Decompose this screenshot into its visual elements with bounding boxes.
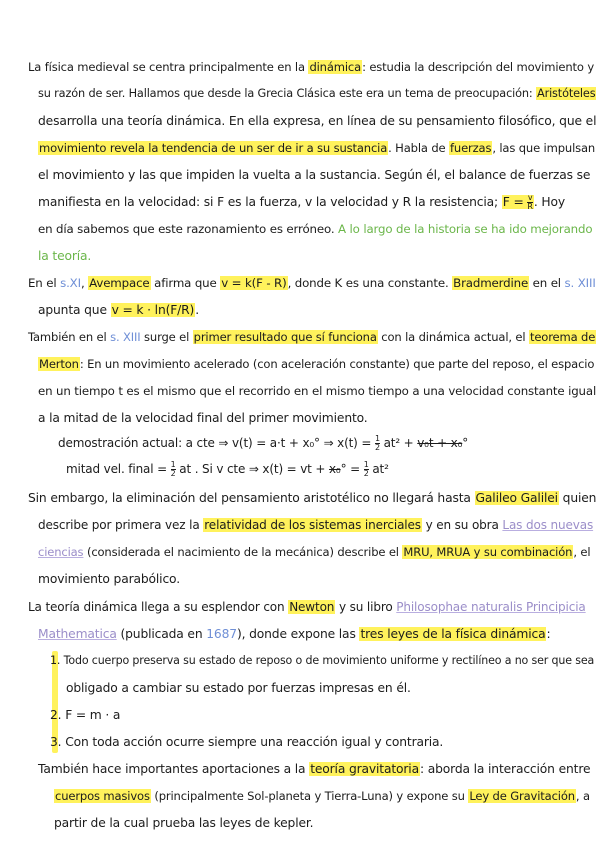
highlight-text: Newton [289, 600, 335, 614]
text: ° [462, 436, 469, 450]
text: y en su obra [421, 518, 503, 532]
text: , donde K es una constante. [287, 276, 453, 290]
highlight-text: Galileo Galilei [475, 491, 558, 505]
text: : [546, 627, 551, 641]
text-line [38, 301, 199, 319]
list-number: 2. [50, 708, 62, 722]
struck-text: x₀ [328, 462, 341, 476]
fraction [527, 194, 532, 211]
text-line [38, 247, 91, 265]
denominator: 2 [363, 469, 369, 478]
highlight-text: teorema de [529, 330, 596, 344]
text: at² + [379, 436, 418, 450]
text: obligado a cambiar su estado por fuerzas impresas en él. [66, 681, 411, 695]
list-item [50, 706, 120, 724]
highlight-text: v = k(F - R) [221, 276, 287, 290]
book-title: ciencias [38, 545, 84, 559]
text: Con toda acción ocurre siempre una reacción igual y contraria. [65, 735, 444, 749]
text-line [28, 489, 596, 507]
text-line [38, 193, 565, 211]
text-line [28, 598, 586, 616]
highlight-text: Bradmerdine [453, 276, 529, 290]
numerator: 1 [363, 460, 369, 469]
text: demostración actual: a cte ⇒ v(t) = a·t + [58, 436, 303, 450]
text: . [195, 303, 199, 317]
text-line [38, 139, 595, 157]
text: at² [368, 462, 389, 476]
text: (considerada el nacimiento de la mecánica) describe el [83, 545, 403, 559]
denominator: R [527, 202, 533, 211]
century-text: s. XIII [564, 276, 596, 290]
text-line [38, 112, 596, 130]
denominator: 2 [374, 443, 380, 452]
text-line [28, 58, 594, 76]
denominator: 2 [170, 469, 176, 478]
century-text: s. XIII [110, 330, 141, 344]
text: También en el [28, 330, 111, 344]
highlight-text: MRU, MRUA y su combinación [403, 545, 573, 559]
text: (publicada en [116, 627, 207, 641]
highlight-text: Ley de Gravitación [469, 789, 575, 803]
text-line [54, 787, 590, 805]
numerator: 1 [374, 434, 380, 443]
text: desarrolla una teoría dinámica. En ella expresa, en línea de su pensamiento filosófico, que el [38, 114, 597, 128]
text: : estudia la descripción del movimiento y [362, 60, 595, 74]
text: partir de la cual prueba las leyes de kepler. [54, 816, 314, 830]
text: y su libro [335, 600, 397, 614]
text: , [80, 276, 89, 290]
list-item [50, 652, 594, 670]
text: (principalmente Sol-planeta y Tierra-Luna) y expone su [150, 789, 469, 803]
text-line [38, 543, 590, 561]
text: ° = [340, 462, 364, 476]
text: . Habla de [388, 141, 449, 155]
text: : aborda la interacción entre [419, 762, 591, 776]
highlight-text: teoría gravitatoria [310, 762, 419, 776]
highlight-text: primer resultado que sí funciona [193, 330, 377, 344]
green-text: A lo largo de la historia se ha ido mejorando [338, 222, 593, 236]
text: afirma que [150, 276, 221, 290]
text: F = m · a [65, 708, 121, 722]
text: La física medieval se centra principalmente en la [28, 60, 309, 74]
text: x₀° [302, 436, 320, 450]
text: ), donde expone las [236, 627, 360, 641]
highlight-text: movimiento revela la tendencia de un ser de ir a su sustancia [39, 141, 388, 155]
text-line [28, 328, 596, 346]
text: manifiesta en la velocidad: si F es la fuerza, v la velocidad y R la resistencia; [38, 195, 502, 209]
highlight-text: fuerzas [449, 141, 492, 155]
list-number: 3. [50, 735, 62, 749]
formula-highlight [502, 195, 534, 209]
text: quien [558, 491, 597, 505]
highlight-text: dinámica [309, 60, 362, 74]
highlight-text: v = k · ln(F/R) [111, 303, 195, 317]
text: a la mitad de la velocidad final del primer movimiento. [38, 411, 368, 425]
highlight-text: tres leyes de la física dinámica [360, 627, 546, 641]
text: apunta que [38, 303, 111, 317]
text: : En un movimiento acelerado (con aceleración constante) que parte del reposo, el espacio [79, 357, 595, 371]
text: su razón de ser. Hallamos que desde la Grecia Clásica este era un tema de preocupación: [38, 87, 536, 100]
text: En el [28, 276, 61, 290]
text-line [38, 760, 590, 778]
text: La teoría dinámica llega a su esplendor con [28, 600, 289, 614]
text-line [28, 274, 596, 292]
math-line [66, 460, 389, 478]
text: describe por primera vez la [38, 518, 204, 532]
list-item [50, 733, 443, 751]
text: con la dinámica actual, el [377, 330, 529, 344]
text: en un tiempo t es el mismo que el recorrido en el mismo tiempo a una velocidad constante igual [38, 384, 597, 398]
highlight-text: cuerpos masivos [55, 789, 150, 803]
book-title: Mathematica [38, 627, 117, 641]
text-line [38, 166, 590, 184]
text-line [38, 516, 593, 534]
text-line [38, 625, 550, 643]
text: en día sabemos que este razonamiento es erróneo. [38, 222, 339, 236]
text: , a [575, 789, 590, 803]
text: en el [529, 276, 565, 290]
text-line [66, 679, 411, 697]
text: . Hoy [533, 195, 565, 209]
math-line [58, 434, 468, 452]
text-line [38, 355, 594, 373]
text-line [38, 220, 592, 238]
numerator: v [527, 193, 533, 202]
numerator: 1 [170, 460, 176, 469]
highlight-text: relatividad de los sistemas inerciales [204, 518, 421, 532]
text-line [38, 409, 368, 427]
text: surge el [140, 330, 193, 344]
text-line [38, 382, 596, 400]
text: También hace importantes aportaciones a la [38, 762, 310, 776]
highlight-text: Avempace [89, 276, 150, 290]
text: Sin embargo, la eliminación del pensamiento aristotélico no llegará hasta [28, 491, 475, 505]
text: el movimiento y las que impiden la vuelta a la sustancia. Según él, el balance de fuerzas se [38, 168, 591, 182]
highlight-text: Merton [39, 357, 79, 371]
century-text: s.XI [60, 276, 81, 290]
text: , el [573, 545, 591, 559]
text: at . Si v cte ⇒ x(t) = vt + [175, 462, 329, 476]
text: mitad vel. final = [66, 462, 171, 476]
list-number: 1. [50, 654, 61, 667]
text: , las que impulsan [492, 141, 596, 155]
text: movimiento parabólico. [38, 572, 180, 586]
book-title: Las dos nuevas [502, 518, 594, 532]
text-line [54, 814, 313, 832]
highlight-text: Aristóteles [537, 87, 596, 100]
text: F = [502, 195, 528, 209]
struck-text: v₀t + x₀ [417, 436, 463, 450]
text: ⇒ x(t) = [319, 436, 375, 450]
text-line [38, 85, 596, 103]
text: Todo cuerpo preserva su estado de reposo o de movimiento uniforme y rectilíneo a no ser que sea [63, 654, 595, 667]
green-text: la teoría. [38, 249, 92, 263]
text-line [38, 570, 180, 588]
book-title: Philosophae naturalis Principicia [396, 600, 586, 614]
year-text: 1687 [206, 627, 237, 641]
